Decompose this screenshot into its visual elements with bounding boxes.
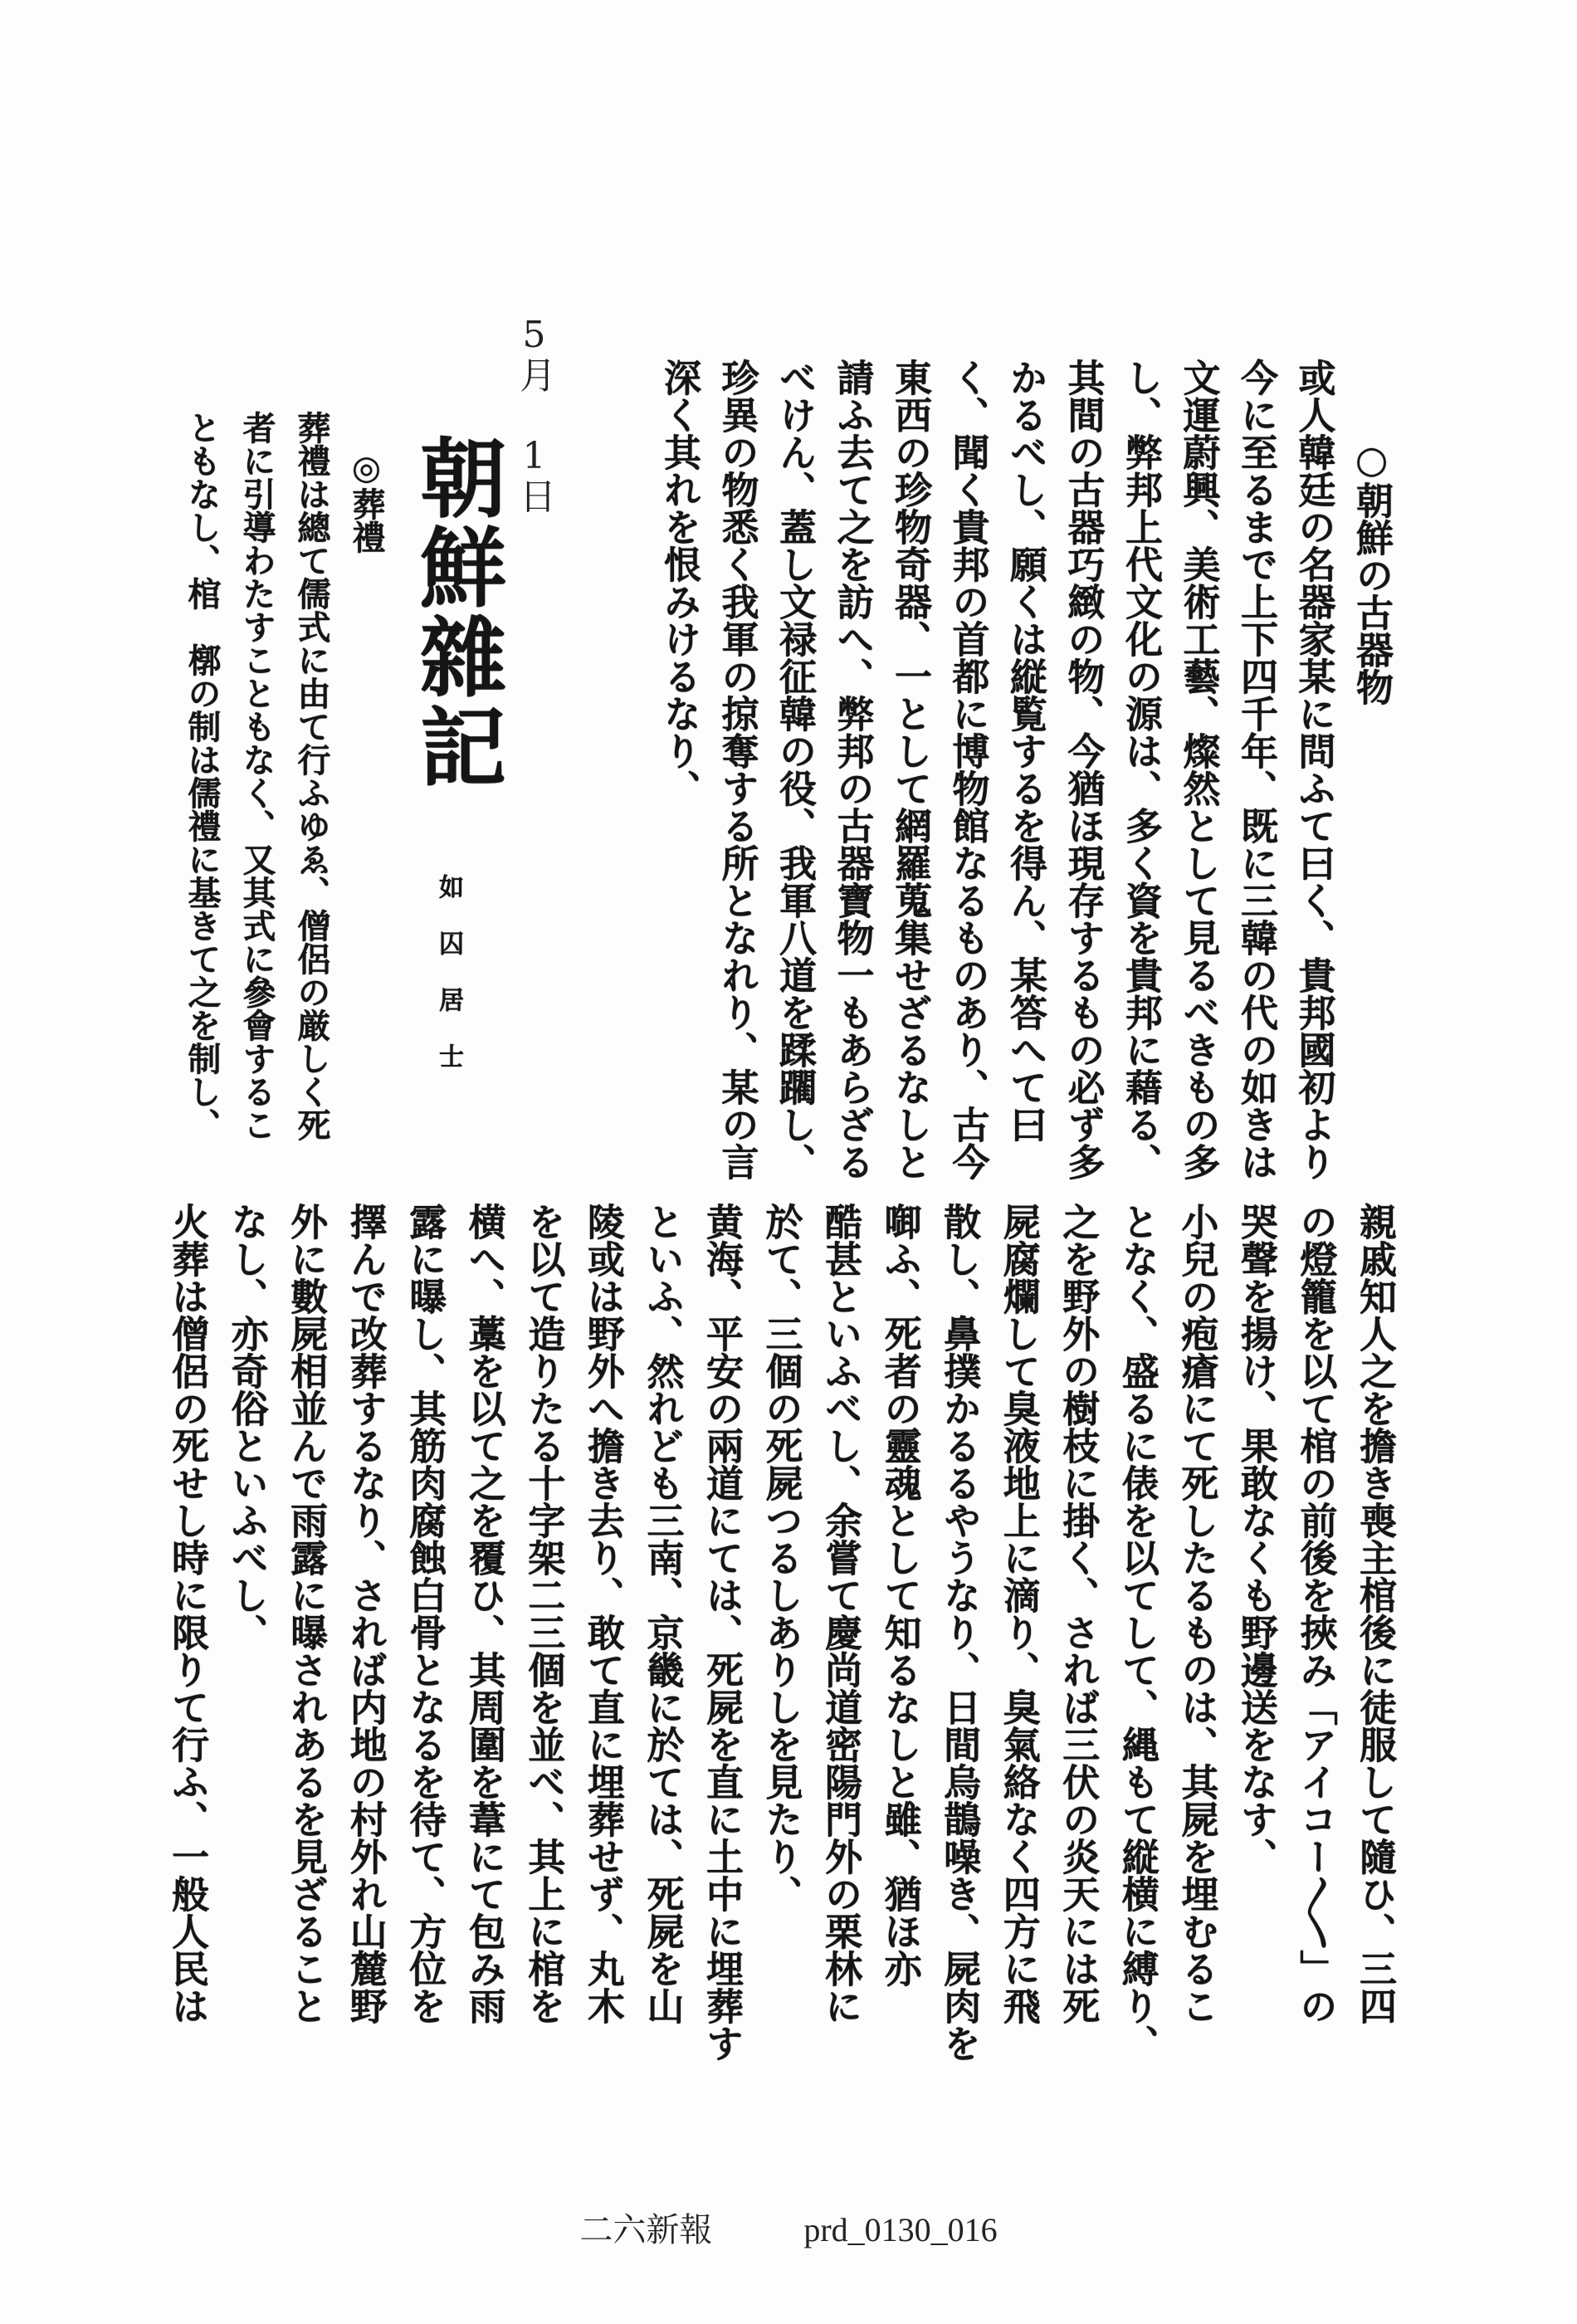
text-column: く、聞く貴邦の首都に博物館なるものあり、古今: [945, 359, 990, 1180]
text-column: を以て造りたる十字架二三個を並べ、其上に棺を: [521, 1203, 566, 2024]
text-column: 小兒の疱瘡にて死したるものは、其屍を埋むるこ: [1174, 1203, 1219, 2024]
text-column: 於て、三個の死屍つるしありしを見たり、: [759, 1203, 803, 1912]
footer: [0, 2209, 1577, 2251]
text-column: といふ、然れども三南、京畿に於ては、死屍を山: [640, 1203, 685, 2024]
article-heading: ◎葬禮: [347, 448, 386, 554]
article-antiques: [651, 359, 1401, 1189]
text-column: 或人韓廷の名器家某に問ふて曰く、貴邦國初より: [1291, 359, 1336, 1180]
text-column: 珍異の物悉く我軍の掠奪する所となれり、某の言: [715, 359, 759, 1180]
text-column: 哭聲を揚け、果敢なくも野邊送をなす、: [1233, 1203, 1278, 1875]
text-column: し、弊邦上代文化の源は、多く資を貴邦に藉る、: [1119, 359, 1163, 1180]
text-column: 擇んで改葬するなり、されば内地の村外れ山麓野: [343, 1203, 388, 2024]
text-column: 陵或は野外へ擔き去り、敢て直に埋葬せず、丸木: [580, 1203, 625, 2024]
date-label: 5月 1日: [513, 314, 555, 514]
footer-page-id: prd_0130_016: [803, 2211, 998, 2248]
text-column: 深く其れを恨みけるなり、: [657, 359, 701, 807]
text-column: 文運蔚興、美術工藝、燦然として見るべきもの多: [1176, 359, 1221, 1180]
text-column: べけん、蓋し文禄征韓の役、我軍八道を蹂躙し、: [773, 359, 817, 1180]
series-title: 朝鮮雜記: [405, 433, 507, 792]
text-column: 親戚知人之を擔き喪主棺後に徒服して隨ひ、三四: [1353, 1203, 1397, 2024]
text-column: 屍腐爛して臭液地上に滴り、臭氣絡なく四方に飛: [996, 1203, 1041, 2024]
text-column: 黄海、平安の兩道にては、死屍を直に土中に埋葬す: [699, 1203, 744, 2062]
text-column: 酷甚といふべし、余嘗て慶尚道密陽門外の栗林に: [818, 1203, 863, 2024]
author-byline: 如囚居士: [434, 874, 463, 1100]
text-column: 其間の古器巧緻の物、今猶ほ現存するもの必ず多: [1061, 359, 1106, 1180]
text-column: 葬禮は總て儒式に由て行ふゆゑ、僧侶の厳しく死: [292, 411, 331, 1141]
article-heading: ○朝鮮の古器物: [1350, 437, 1394, 706]
text-column: となく、盛るに俵を以てして、縄もて縦横に縛り、: [1115, 1203, 1160, 2062]
article-funeral: [174, 411, 393, 1158]
text-column: 散し、鼻撲かるるやうなり、日間烏鵲噪き、屍肉を: [937, 1203, 982, 2062]
text-column: 之を野外の樹枝に掛く、されば三伏の炎天には死: [1056, 1203, 1101, 2024]
text-column: 火葬は僧侶の死せし時に限りて行ふ、一般人民は: [165, 1203, 210, 2024]
text-column: 者に引導わたすこともなく、又其式に參會するこ: [237, 411, 276, 1141]
text-column: 露に曝し、其筋肉腐蝕白骨となるを待て、方位を: [403, 1203, 447, 2024]
text-column: の燈籠を以て棺の前後を挾み「アイコー〳〵」の: [1293, 1203, 1338, 2024]
text-column: なし、亦奇俗といふべし、: [224, 1203, 269, 1651]
text-column: ともなし、棺 槨の制は儒禮に基きて之を制し、: [183, 411, 222, 1141]
text-column: 外に數屍相並んで雨露に曝されあるを見ざること: [284, 1203, 329, 2024]
text-column: 啣ふ、死者の靈魂として知るなしと雖、猶ほ亦: [877, 1203, 922, 1987]
text-column: 東西の珍物奇器、一として網羅蒐集せざるなしと: [888, 359, 932, 1180]
text-column: 横へ、藁を以て之を覆ひ、其周圍を葦にて包み雨: [461, 1203, 506, 2024]
text-column: 請ふ去て之を訪へ、弊邦の古器寶物一もあらざる: [830, 359, 875, 1180]
text-column: かるべし、願くは縦覧するを得ん、某答へて曰: [1003, 359, 1047, 1143]
footer-source: 二六新報: [579, 2211, 713, 2248]
text-column: 今に至るまで上下四千年、既に三韓の代の如きは: [1234, 359, 1278, 1180]
article-funeral-continued: [158, 1203, 1404, 2074]
